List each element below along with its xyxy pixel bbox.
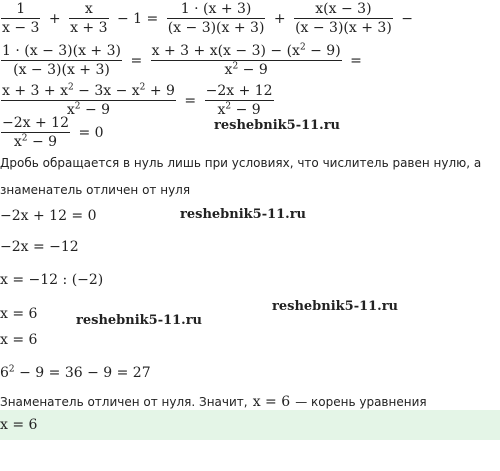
- watermark: reshebnik5-11.ru: [272, 299, 399, 314]
- condition-text-cont: знаменатель отличен от нуля: [0, 183, 191, 197]
- step-5: x = 6: [0, 332, 38, 348]
- watermark: reshebnik5-11.ru: [180, 207, 307, 222]
- step-1: −2x + 12 = 0: [0, 208, 97, 224]
- conclusion-prefix: Знаменатель отличен от нуля. Значит,: [0, 395, 248, 409]
- watermark: reshebnik5-11.ru: [76, 313, 203, 328]
- answer-text: x = 6: [0, 417, 38, 433]
- equation-line-3: $\frac{x + 3 + x^2 - 3x - x^2 + 9}{x^2 - 9}$ = $\frac{-2x + 12}{x^2 - 9}$: [2, 82, 273, 118]
- answer-box: [0, 410, 500, 440]
- step-4: x = 6: [0, 306, 38, 322]
- step-6: $6^2 - 9 = 36 - 9 = 27$: [0, 364, 151, 381]
- step-2: −2x = −12: [0, 239, 79, 255]
- condition-text: Дробь обращается в нуль лишь при условиях, что числитель равен нулю, а: [0, 156, 482, 170]
- equation-line-2: $\frac{1 \cdot (x - 3)(x + 3)}{(x - 3)(x + 3)}$ = $\frac{x + 3 + x(x - 3) - (x^2 - 9)}{x^2 - 9}$ =: [2, 42, 362, 78]
- step-6-tail: − 9 = 36 − 9 = 27: [14, 365, 151, 381]
- conclusion: [0, 391, 427, 410]
- conclusion-math: x = 6: [252, 394, 291, 410]
- equation-line-4: $\frac{-2x + 12}{x^2 - 9}$ = 0: [2, 115, 104, 150]
- equation-line-1: $\frac{1}{x - 3}$ + ~ $\frac{x}{x + 3}$ − 1 = $\frac{1 \cdot (x + 3)}{(x - 3)(x + 3)}$ + $\frac{x(x - 3)}{(x - 3)(x + 3)}$ −: [0, 2, 416, 35]
- watermark: reshebnik5-11.ru: [214, 118, 341, 133]
- step-3: x = −12 : (−2): [0, 272, 104, 288]
- conclusion-suffix: — корень уравнения: [295, 395, 427, 409]
